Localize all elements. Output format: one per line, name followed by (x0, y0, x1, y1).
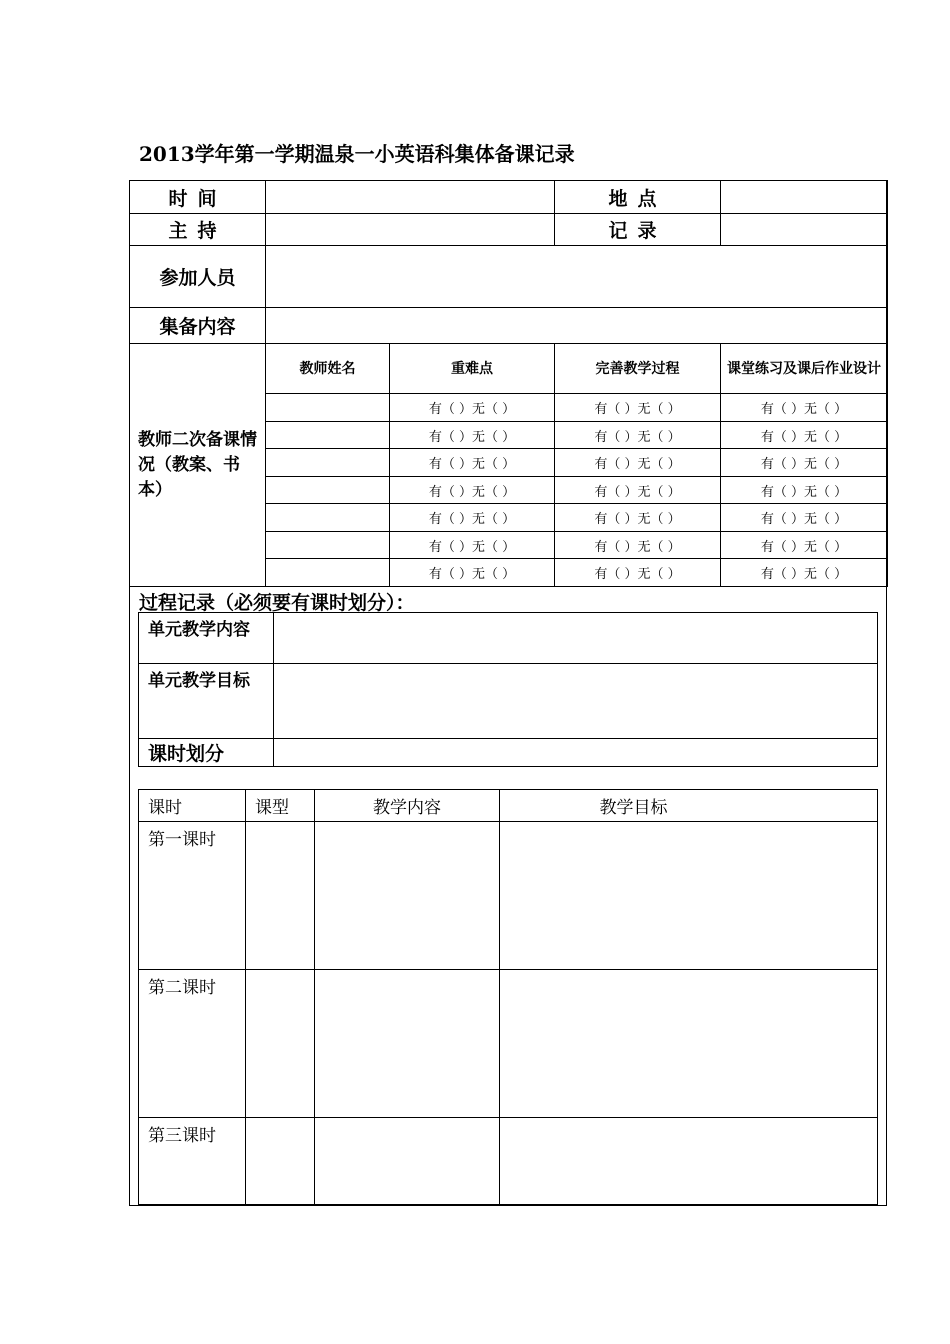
teacher-name-field[interactable] (266, 422, 390, 449)
content-label: 集备内容 (130, 308, 266, 344)
time-field[interactable] (266, 181, 555, 214)
process-record-label: 过程记录（必须要有课时划分）： (139, 592, 415, 614)
teaching-content-field[interactable] (315, 822, 500, 970)
yes-no-choice[interactable]: 有（ ）无（ ） (555, 504, 721, 532)
yes-no-choice[interactable]: 有（ ）无（ ） (721, 559, 888, 587)
teacher-name-field[interactable] (266, 394, 390, 422)
place-label: 地点 (555, 181, 721, 214)
yes-no-choice[interactable]: 有（ ）无（ ） (721, 422, 888, 449)
teacher-name-field[interactable] (266, 449, 390, 477)
unit-content-field[interactable] (274, 613, 878, 664)
yes-no-choice[interactable]: 有（ ）无（ ） (390, 532, 555, 559)
participants-label: 参加人员 (130, 246, 266, 308)
teacher-name-field[interactable] (266, 504, 390, 532)
teaching-content-field[interactable] (315, 970, 500, 1118)
time-label: 时间 (130, 181, 266, 214)
page-title: 2013学年第一学期温泉一小英语科集体备课记录 (139, 142, 575, 166)
teaching-content-field[interactable] (315, 1118, 500, 1205)
participants-field[interactable] (266, 246, 888, 308)
periods-table (138, 789, 878, 1205)
record-label: 记录 (555, 214, 721, 246)
yes-no-choice[interactable]: 有（ ）无（ ） (555, 532, 721, 559)
place-field[interactable] (721, 181, 888, 214)
teaching-goal-field[interactable] (500, 970, 878, 1118)
period-name: 第二课时 (139, 970, 246, 1118)
yes-no-choice[interactable]: 有（ ）无（ ） (721, 394, 888, 422)
col-exercise-design: 课堂练习及课后作业设计 (721, 344, 888, 394)
lesson-type-field[interactable] (246, 970, 315, 1118)
col-key-points: 重难点 (390, 344, 555, 394)
teaching-goal-field[interactable] (500, 1118, 878, 1205)
host-label: 主持 (130, 214, 266, 246)
unit-goal-label: 单元教学目标 (139, 664, 274, 739)
col-lesson-type: 课型 (246, 790, 315, 822)
col-period: 课时 (139, 790, 246, 822)
lesson-type-field[interactable] (246, 822, 315, 970)
yes-no-choice[interactable]: 有（ ）无（ ） (721, 449, 888, 477)
table-row (139, 1118, 878, 1205)
yes-no-choice[interactable]: 有（ ）无（ ） (555, 449, 721, 477)
period-division-field[interactable] (274, 739, 878, 767)
yes-no-choice[interactable]: 有（ ）无（ ） (555, 559, 721, 587)
yes-no-choice[interactable]: 有（ ）无（ ） (555, 394, 721, 422)
col-teaching-goal: 教学目标 (500, 790, 878, 822)
yes-no-choice[interactable]: 有（ ）无（ ） (721, 477, 888, 504)
yes-no-choice[interactable]: 有（ ）无（ ） (721, 532, 888, 559)
yes-no-choice[interactable]: 有（ ）无（ ） (721, 504, 888, 532)
period-name: 第一课时 (139, 822, 246, 970)
col-teaching-content: 教学内容 (315, 790, 500, 822)
col-teaching-process: 完善教学过程 (555, 344, 721, 394)
secondary-prep-label: 教师二次备课情况（教案、书本） (130, 344, 266, 587)
yes-no-choice[interactable]: 有（ ）无（ ） (390, 559, 555, 587)
lesson-type-field[interactable] (246, 1118, 315, 1205)
teacher-name-field[interactable] (266, 532, 390, 559)
record-field[interactable] (721, 214, 888, 246)
yes-no-choice[interactable]: 有（ ）无（ ） (390, 504, 555, 532)
host-field[interactable] (266, 214, 555, 246)
unit-content-label: 单元教学内容 (139, 613, 274, 664)
yes-no-choice[interactable]: 有（ ）无（ ） (555, 422, 721, 449)
teacher-name-field[interactable] (266, 477, 390, 504)
yes-no-choice[interactable]: 有（ ）无（ ） (555, 477, 721, 504)
content-field[interactable] (266, 308, 888, 344)
yes-no-choice[interactable]: 有（ ）无（ ） (390, 449, 555, 477)
yes-no-choice[interactable]: 有（ ）无（ ） (390, 422, 555, 449)
meeting-info-table (129, 180, 888, 587)
unit-table (138, 612, 878, 767)
yes-no-choice[interactable]: 有（ ）无（ ） (390, 394, 555, 422)
yes-no-choice[interactable]: 有（ ）无（ ） (390, 477, 555, 504)
table-row (139, 970, 878, 1118)
teacher-name-field[interactable] (266, 559, 390, 587)
unit-goal-field[interactable] (274, 664, 878, 739)
period-division-label: 课时划分 (139, 739, 274, 767)
table-row (139, 822, 878, 970)
col-teacher-name: 教师姓名 (266, 344, 390, 394)
teaching-goal-field[interactable] (500, 822, 878, 970)
period-name: 第三课时 (139, 1118, 246, 1205)
